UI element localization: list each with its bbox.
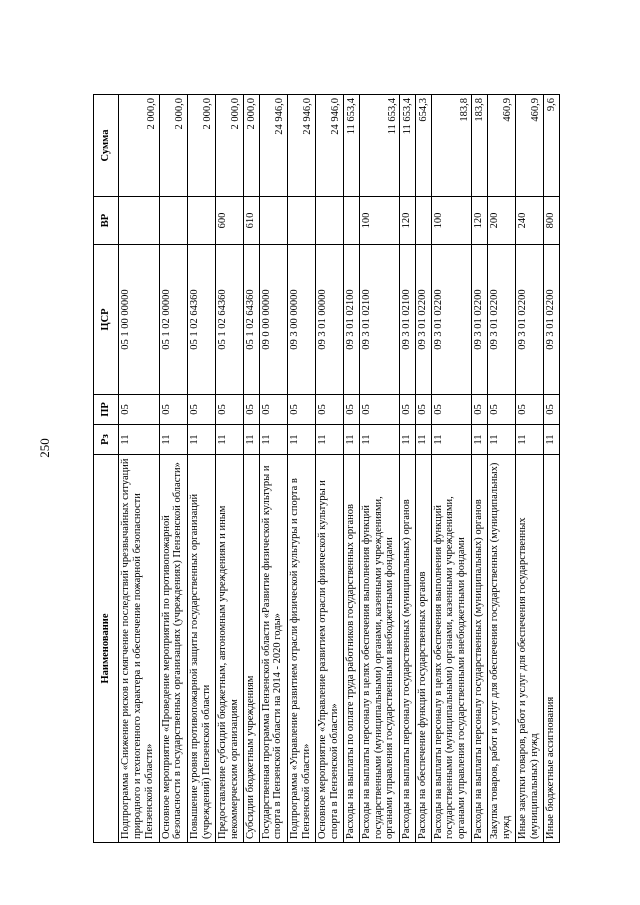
cell-vr: 100 <box>359 197 400 245</box>
cell-vr: 200 <box>487 197 515 245</box>
table-row <box>287 95 315 843</box>
cell-name: Государственная программа Пензенской области «Развитие физической культуры и спорта в Пензенской области на 2014 - 2020 годы» <box>259 455 287 843</box>
cell-rz: 11 <box>119 425 160 455</box>
cell-pr: 05 <box>400 395 416 425</box>
header-csr: ЦСР <box>94 245 119 395</box>
cell-sum: 2 000,0 <box>215 95 243 197</box>
header-name: Наименование <box>94 455 119 843</box>
cell-name: Расходы на выплаты персоналу государственных (муниципальных) органов <box>400 455 416 843</box>
cell-vr <box>259 197 287 245</box>
table-body <box>119 95 560 843</box>
cell-name: Предоставление субсидий бюджетным, автономным учреждениям и иным некоммерческим организациям <box>215 455 243 843</box>
cell-pr: 05 <box>516 395 544 425</box>
cell-rz: 11 <box>315 425 343 455</box>
cell-name: Подпрограмма «Управление развитием отрасли физической культуры и спорта в Пензенской области» <box>287 455 315 843</box>
cell-sum: 24 946,0 <box>287 95 315 197</box>
cell-name: Иные закупки товаров, работ и услуг для обеспечения государственных (муниципальных) нужд <box>516 455 544 843</box>
cell-rz: 11 <box>259 425 287 455</box>
cell-csr: 05 1 02 00000 <box>159 245 187 395</box>
cell-rz: 11 <box>215 425 243 455</box>
table-row <box>431 95 472 843</box>
cell-sum: 11 653,4 <box>344 95 360 197</box>
cell-name: Основное мероприятие «Управление развитием отрасли физической культуры и спорта в Пензенской области» <box>315 455 343 843</box>
cell-csr: 05 1 02 64360 <box>215 245 243 395</box>
table-header-row <box>94 95 119 843</box>
cell-vr <box>119 197 160 245</box>
table-row <box>119 95 160 843</box>
cell-name: Расходы на обеспечение функций государственных органов <box>416 455 432 843</box>
cell-rz: 11 <box>416 425 432 455</box>
table-row <box>315 95 343 843</box>
cell-pr: 05 <box>544 395 560 425</box>
cell-vr: 240 <box>516 197 544 245</box>
cell-pr: 05 <box>159 395 187 425</box>
cell-vr <box>344 197 360 245</box>
cell-rz: 11 <box>287 425 315 455</box>
cell-pr: 05 <box>344 395 360 425</box>
cell-pr: 05 <box>487 395 515 425</box>
cell-rz: 11 <box>344 425 360 455</box>
cell-vr: 120 <box>472 197 488 245</box>
cell-csr: 09 3 01 02200 <box>544 245 560 395</box>
cell-pr: 05 <box>359 395 400 425</box>
cell-pr: 05 <box>315 395 343 425</box>
cell-pr: 05 <box>259 395 287 425</box>
cell-csr: 09 3 01 02200 <box>487 245 515 395</box>
cell-csr: 09 3 00 00000 <box>287 245 315 395</box>
cell-rz: 11 <box>400 425 416 455</box>
cell-csr: 09 3 01 02200 <box>472 245 488 395</box>
cell-csr: 09 3 01 00000 <box>315 245 343 395</box>
cell-name: Расходы на выплаты персоналу государственных (муниципальных) органов <box>472 455 488 843</box>
cell-pr: 05 <box>431 395 472 425</box>
cell-sum: 2 000,0 <box>159 95 187 197</box>
table-row <box>472 95 488 843</box>
cell-pr: 05 <box>119 395 160 425</box>
table-row <box>359 95 400 843</box>
cell-sum: 24 946,0 <box>315 95 343 197</box>
cell-rz: 11 <box>159 425 187 455</box>
cell-pr: 05 <box>416 395 432 425</box>
table-row <box>516 95 544 843</box>
cell-csr: 09 3 01 02100 <box>400 245 416 395</box>
cell-name: Иные бюджетные ассигнования <box>544 455 560 843</box>
cell-csr: 09 3 01 02100 <box>359 245 400 395</box>
cell-sum: 2 000,0 <box>244 95 260 197</box>
cell-csr: 09 3 01 02200 <box>431 245 472 395</box>
table-row <box>259 95 287 843</box>
cell-sum: 9,6 <box>544 95 560 197</box>
cell-vr: 100 <box>431 197 472 245</box>
table-row <box>400 95 416 843</box>
cell-sum: 2 000,0 <box>187 95 215 197</box>
table-row <box>187 95 215 843</box>
cell-pr: 05 <box>215 395 243 425</box>
cell-csr: 09 3 01 02100 <box>344 245 360 395</box>
cell-vr <box>315 197 343 245</box>
cell-csr: 09 3 01 02200 <box>416 245 432 395</box>
cell-name: Расходы на выплаты по оплате труда работников государственных органов <box>344 455 360 843</box>
cell-sum: 11 653,4 <box>359 95 400 197</box>
budget-table <box>93 94 560 843</box>
cell-pr: 05 <box>244 395 260 425</box>
cell-rz: 11 <box>431 425 472 455</box>
table-row <box>487 95 515 843</box>
table-row <box>544 95 560 843</box>
table-row <box>215 95 243 843</box>
header-sum: Сумма <box>94 95 119 197</box>
cell-name: Закупка товаров, работ и услуг для обеспечения государственных (муниципальных) нужд <box>487 455 515 843</box>
cell-sum: 460,9 <box>487 95 515 197</box>
cell-vr: 800 <box>544 197 560 245</box>
cell-name: Субсидии бюджетным учреждениям <box>244 455 260 843</box>
cell-sum: 11 653,4 <box>400 95 416 197</box>
cell-name: Расходы на выплаты персоналу в целях обеспечения выполнения функций государственными (муниципальными) органами, казенными учреждениями, органами управления государственными внебюджетными фондами <box>431 455 472 843</box>
cell-name: Подпрограмма «Снижение рисков и смягчение последствий чрезвычайных ситуаций природного и техногенного характера и обеспечение пожарной безопасности Пензенской области» <box>119 455 160 843</box>
cell-pr: 05 <box>187 395 215 425</box>
cell-rz: 11 <box>359 425 400 455</box>
cell-csr: 09 0 00 00000 <box>259 245 287 395</box>
cell-rz: 11 <box>244 425 260 455</box>
cell-vr: 120 <box>400 197 416 245</box>
cell-vr <box>159 197 187 245</box>
cell-vr <box>187 197 215 245</box>
cell-sum: 183,8 <box>431 95 472 197</box>
cell-sum: 460,9 <box>516 95 544 197</box>
table-row <box>416 95 432 843</box>
cell-vr <box>416 197 432 245</box>
cell-rz: 11 <box>516 425 544 455</box>
cell-rz: 11 <box>472 425 488 455</box>
header-rz: Рз <box>94 425 119 455</box>
cell-rz: 11 <box>187 425 215 455</box>
header-vr: ВР <box>94 197 119 245</box>
cell-name: Расходы на выплаты персоналу в целях обеспечения выполнения функций государственными (муниципальными) органами, казенными учреждениями, органами управления государственными внебюджетными фондами <box>359 455 400 843</box>
table-row <box>344 95 360 843</box>
cell-pr: 05 <box>472 395 488 425</box>
cell-sum: 183,8 <box>472 95 488 197</box>
rotated-table-area <box>93 95 560 843</box>
header-pr: ПР <box>94 395 119 425</box>
cell-name: Основное мероприятие «Проведение мероприятий по противопожарной безопасности в государственных организациях (учреждениях) Пензенской области» <box>159 455 187 843</box>
cell-pr: 05 <box>287 395 315 425</box>
cell-sum: 24 946,0 <box>259 95 287 197</box>
cell-rz: 11 <box>544 425 560 455</box>
cell-vr: 610 <box>244 197 260 245</box>
cell-name: Повышение уровня противопожарной защиты государственных организаций (учреждений) Пензенской области <box>187 455 215 843</box>
cell-sum: 2 000,0 <box>119 95 160 197</box>
rotated-page-content <box>93 95 560 843</box>
cell-csr: 05 1 02 64360 <box>187 245 215 395</box>
table-row <box>244 95 260 843</box>
cell-vr: 600 <box>215 197 243 245</box>
cell-csr: 09 3 01 02200 <box>516 245 544 395</box>
cell-sum: 654,3 <box>416 95 432 197</box>
page-number: 250 <box>37 438 52 458</box>
cell-rz: 11 <box>487 425 515 455</box>
table-row <box>159 95 187 843</box>
cell-vr <box>287 197 315 245</box>
cell-csr: 05 1 02 64360 <box>244 245 260 395</box>
cell-csr: 05 1 00 00000 <box>119 245 160 395</box>
